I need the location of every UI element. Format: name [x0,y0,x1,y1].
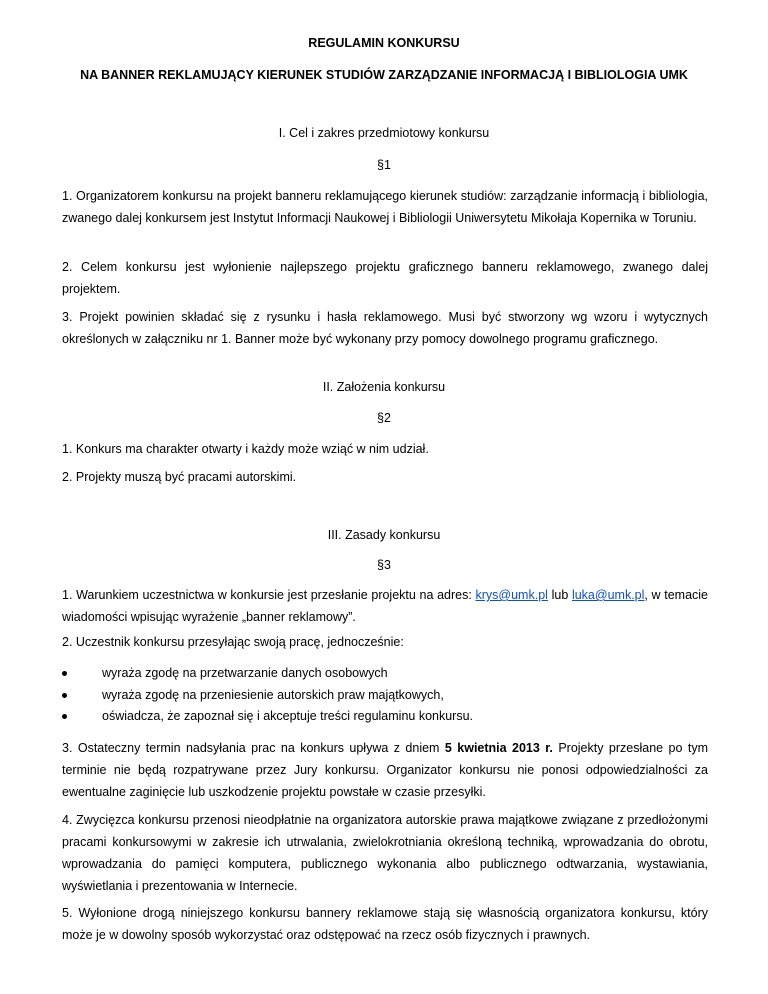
list-item: wyraża zgodę na przetwarzanie danych osobowych [62,663,708,685]
list-item: oświadcza, że zapoznał się i akceptuje treści regulaminu konkursu. [62,706,708,728]
section-1-heading: I. Cel i zakres przedmiotowy konkursu [278,126,490,140]
consent-bullet-list [62,663,708,728]
email-link-krys[interactable]: krys@umk.pl [475,588,548,602]
section-3-heading: III. Zasady konkursu [327,528,441,542]
bullet-icon [62,693,67,698]
bullet-icon [62,671,67,676]
section-3-point-1 [62,584,708,628]
section-2-point-2: 2. Projekty muszą być pracami autorskimi. [62,470,297,484]
section-1-paragraph-sign: §1 [377,158,391,172]
document-title: REGULAMIN KONKURSU [308,36,460,50]
point-1-text-before: 1. Warunkiem uczestnictwa w konkursie jest przesłanie projektu na adres: [62,588,476,602]
document-subtitle: NA BANNER REKLAMUJĄCY KIERUNEK STUDIÓW ZARZĄDZANIE INFORMACJĄ I BIBLIOLOGIA UMK [80,68,688,82]
section-3-point-5: 5. Wyłonione drogą niniejszego konkursu bannery reklamowe stają się własnością organizatora konkursu, który może je w dowolny sposób wykorzystać oraz odstępować na rzecz osób fizycznych i prawnych. [62,906,708,942]
list-item: wyraża zgodę na przeniesienie autorskich praw majątkowych, [62,685,708,707]
section-1-point-1: 1. Organizatorem konkursu na projekt banneru reklamującego kierunek studiów: zarządzanie informacją i bibliologia, zwanego dalej konkursem jest Instytut Informacji Naukowej i Bibliologii Uniwersytetu Mikołaja Kopernika w Toruniu. [62,189,708,225]
section-3-paragraph-sign: §3 [377,558,391,572]
section-3-point-2: 2. Uczestnik konkursu przesyłając swoją pracę, jednocześnie: [62,635,404,649]
email-link-luka[interactable]: luka@umk.pl [571,588,645,602]
point-1-text-mid: lub [547,588,572,602]
section-1-point-2: 2. Celem konkursu jest wyłonienie najlepszego projektu graficznego banneru reklamowego, zwanego dalej projektem. [62,260,708,296]
section-3-point-4: 4. Zwycięzca konkursu przenosi nieodpłatnie na organizatora autorskie prawa majątkowe związane z przedłożonymi pracami konkursowymi w zakresie ich utrwalania, zwielokrotniania określoną techniką, wprowadzania do obrotu, wprowadzania do pamięci komputera, publicznego wykonania albo publicznego odtwarzania, wystawiania, wyświetlania i prezentowania w Internecie. [62,813,708,893]
bullet-icon [62,714,67,719]
section-2-heading: II. Założenia konkursu [322,380,446,394]
section-2-paragraph-sign: §2 [377,411,391,425]
section-1-point-3: 3. Projekt powinien składać się z rysunku i hasła reklamowego. Musi być stworzony wg wzoru i wytycznych określonych w załączniku nr 1. Banner może być wykonany przy pomocy dowolnego programu graficznego. [62,310,708,346]
point-1-text-after: , w temacie wiadomości wpisując wyrażenie „banner reklamowy”. [62,588,708,624]
deadline-date: 5 kwietnia 2013 r. [444,741,553,755]
section-2-point-1: 1. Konkurs ma charakter otwarty i każdy może wziąć w nim udział. [62,442,429,456]
section-3-point-3: 3. Ostateczny termin nadsyłania prac na konkurs upływa z dniem 5 kwietnia 2013 r. Projekty przesłane po tym terminie nie będą rozpatrywane przez Jury konkursu. Organizator konkursu nie ponosi odpowiedzialności za ewentualne zaginięcie lub uszkodzenie projektu powstałe w czasie przesyłki. [62,741,708,799]
